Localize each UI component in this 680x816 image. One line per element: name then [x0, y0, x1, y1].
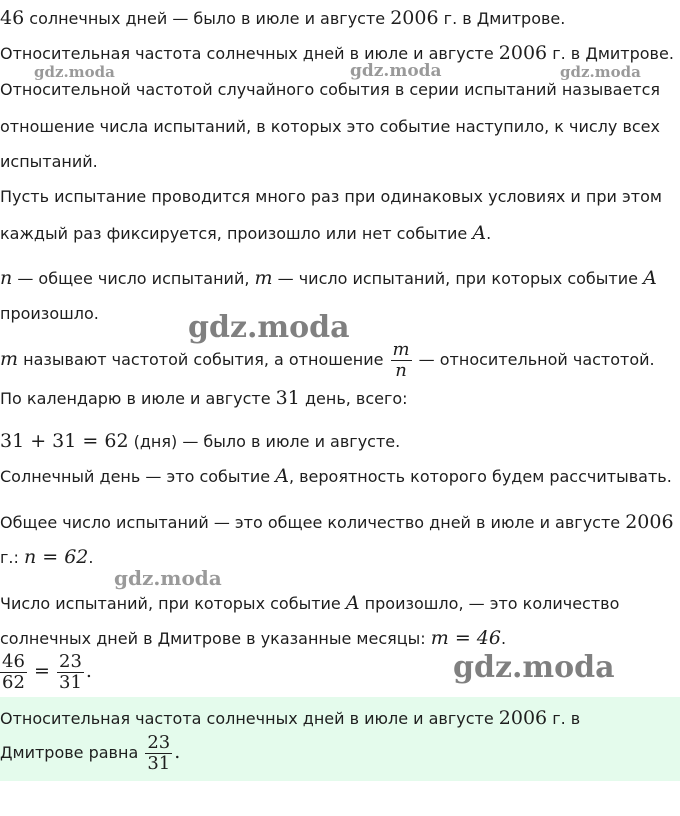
watermark: gdz.moda: [350, 61, 442, 81]
text-run: Относительная частота солнечных дней в июле и августе: [0, 709, 499, 728]
text-line: [0, 511, 674, 534]
text-line: отношение числа испытаний, в которых это событие наступило, к числу всех: [0, 117, 660, 136]
text-run: Число испытаний, при которых событие: [0, 594, 346, 613]
text-run: .: [85, 660, 92, 682]
text-line: [0, 733, 180, 774]
math-number: 2006: [390, 7, 439, 29]
text-run: Солнечный день — это событие: [0, 467, 276, 486]
text-run: произошло, — это количество: [359, 594, 620, 613]
text-line: испытаний.: [0, 152, 98, 171]
text-run: г. в Дмитрове.: [438, 9, 566, 28]
text-run: солнечных дней в Дмитрове в указанные месяцы:: [0, 629, 431, 648]
text-run: (дня) — было в июле и августе.: [128, 432, 401, 451]
text-run: По календарю в июле и августе: [0, 389, 276, 408]
math-number: 2006: [498, 707, 548, 729]
text-run: каждый раз фиксируется, произошло или нет событие: [0, 224, 473, 243]
text-run: солнечных дней — было в июле и августе: [24, 9, 391, 28]
fraction: [145, 733, 172, 774]
text-run: .: [88, 548, 94, 567]
text-run: Дмитрове равна: [0, 743, 144, 762]
math-var: m: [254, 267, 273, 289]
text-run: называют частотой события, а отношение: [18, 350, 389, 369]
text-run: — относительной частотой.: [413, 350, 655, 369]
math-number: 46: [0, 7, 25, 29]
text-run: Относительная частота солнечных дней в июле и августе: [0, 44, 499, 63]
text-line: [0, 340, 655, 381]
text-line: [0, 42, 674, 65]
text-line: [0, 267, 657, 290]
math-var: n: [0, 267, 13, 289]
text-line: [0, 707, 580, 730]
math-number: 2006: [498, 42, 548, 64]
math-var: A: [472, 222, 487, 244]
watermark: gdz.moda: [560, 63, 641, 81]
fraction-denominator: 31: [147, 753, 171, 774]
text-run: — общее число испытаний,: [12, 269, 255, 288]
text-line: [0, 465, 672, 488]
math-var: A: [275, 465, 289, 487]
fraction-denominator: n: [395, 360, 407, 381]
fraction-denominator: 62: [2, 672, 25, 693]
text-run: г. в Дмитрове.: [547, 44, 674, 63]
text-run: , вероятность которого будем рассчитывать.: [288, 467, 672, 486]
text-line: [0, 430, 400, 453]
text-line: [0, 387, 408, 410]
math-var: A: [345, 592, 360, 614]
text-run: .: [486, 224, 492, 243]
math-number: 2006: [625, 511, 674, 533]
text-line: [0, 222, 491, 245]
fraction: [0, 652, 27, 693]
text-line: Пусть испытание проводится много раз при одинаковых условиях и при этом: [0, 187, 662, 206]
text-line: произошло.: [0, 304, 99, 323]
text-run: день, всего:: [299, 389, 408, 408]
fraction-denominator: 31: [59, 672, 82, 693]
watermark: gdz.moda: [34, 63, 115, 81]
fraction-numerator: 23: [147, 732, 171, 753]
text-line: [0, 592, 619, 615]
fraction-numerator: 23: [59, 651, 82, 672]
watermark: gdz.moda: [114, 566, 222, 590]
equals-sign: =: [34, 660, 50, 682]
text-line: Относительной частотой случайного события в серии испытаний называется: [0, 80, 661, 99]
fraction-numerator: m: [392, 339, 410, 360]
text-run: г. в: [547, 709, 581, 728]
math-expression: m = 46: [430, 627, 501, 649]
text-run: г.:: [0, 548, 24, 567]
math-expression: 31 + 31 = 62: [0, 430, 129, 452]
text-line: [0, 627, 506, 650]
text-run: Общее число испытаний — это общее количество дней в июле и августе: [0, 513, 626, 532]
watermark: gdz.moda: [188, 310, 350, 345]
text-line: [0, 546, 93, 569]
fraction-numerator: 46: [2, 651, 25, 672]
math-expression: n = 62: [23, 546, 89, 568]
text-line: [0, 652, 92, 693]
watermark: gdz.moda: [453, 650, 615, 685]
fraction: [391, 340, 412, 381]
text-line: [0, 7, 565, 30]
math-number: 31: [275, 387, 300, 409]
math-var: A: [643, 267, 657, 289]
text-run: .: [500, 629, 507, 648]
math-var: m: [0, 348, 19, 370]
text-run: .: [174, 741, 181, 763]
fraction: [57, 652, 84, 693]
text-run: — число испытаний, при которых событие: [272, 269, 644, 288]
